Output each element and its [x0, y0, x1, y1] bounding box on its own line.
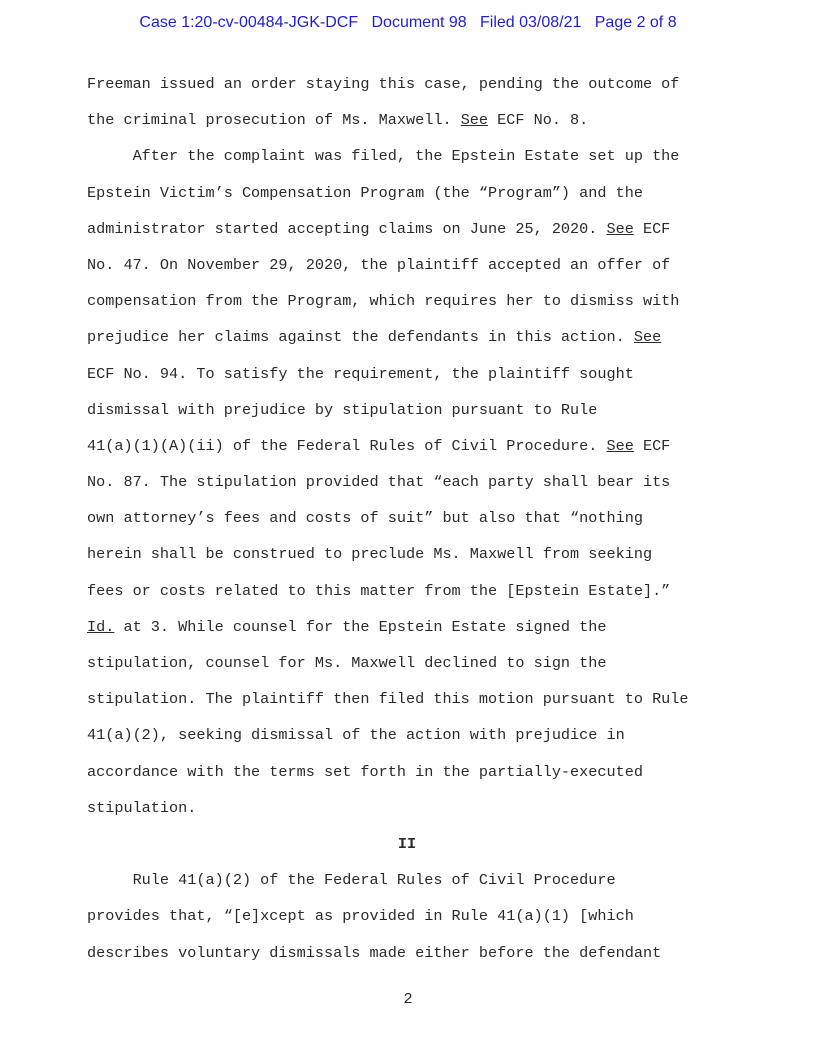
- text-line: describes voluntary dismissals made either before the defendant: [87, 943, 662, 962]
- text-line: After the complaint was filed, the Epstein Estate set up the: [87, 147, 680, 166]
- page-indicator: Page 2 of 8: [594, 14, 677, 31]
- text-segment: at 3. While counsel for the Epstein Estate signed the: [114, 617, 607, 636]
- text-line: Freeman issued an order staying this case, pending the outcome of: [87, 75, 680, 93]
- text-segment: ECF No. 8.: [488, 111, 589, 130]
- document-number: Document 98: [371, 14, 467, 31]
- text-line: 41(a)(2), seeking dismissal of the action with prejudice in: [87, 726, 625, 745]
- text-line: own attorney’s fees and costs of suit” but also that “nothing: [87, 509, 643, 528]
- text-line: accordance with the terms set forth in the partially-executed: [87, 762, 643, 781]
- citation-signal: See: [633, 328, 662, 347]
- citation-signal: Id.: [87, 617, 115, 636]
- text-line: ECF No. 94. To satisfy the requirement, the plaintiff sought: [87, 364, 634, 383]
- text-line: stipulation.: [87, 798, 197, 817]
- text-line: [87, 436, 747, 472]
- text-line: fees or costs related to this matter from the [Epstein Estate].”: [87, 581, 671, 600]
- text-segment: 41(a)(1)(A)(ii) of the Federal Rules of Civil Procedure.: [87, 436, 607, 455]
- text-line: stipulation. The plaintiff then filed this motion pursuant to Rule: [87, 690, 689, 709]
- text-line: No. 47. On November 29, 2020, the plaintiff accepted an offer of: [87, 255, 671, 274]
- text-segment: administrator started accepting claims on June 25, 2020.: [87, 219, 607, 238]
- text-line: [87, 617, 747, 653]
- document-body: [87, 74, 747, 979]
- citation-signal: See: [606, 436, 634, 455]
- text-line: [87, 110, 747, 146]
- filed-date: Filed 03/08/21: [480, 14, 582, 31]
- text-line: [87, 327, 747, 363]
- page-number: 2: [403, 990, 413, 1008]
- citation-signal: See: [460, 111, 489, 130]
- text-line: Rule 41(a)(2) of the Federal Rules of Civil Procedure: [87, 871, 616, 890]
- text-line: stipulation, counsel for Ms. Maxwell declined to sign the: [87, 654, 607, 672]
- text-line: Epstein Victim’s Compensation Program (the “Program”) and the: [87, 183, 643, 202]
- text-segment: the criminal prosecution of Ms. Maxwell.: [87, 111, 461, 130]
- citation-signal: See: [606, 219, 634, 238]
- text-segment: prejudice her claims against the defendants in this action.: [87, 328, 634, 347]
- case-header: [0, 14, 816, 32]
- text-line: herein shall be construed to preclude Ms. Maxwell from seeking: [87, 545, 653, 564]
- text-line: No. 87. The stipulation provided that “each party shall bear its: [87, 473, 671, 492]
- case-number: Case 1:20-cv-00484-JGK-DCF: [139, 14, 359, 31]
- text-line: dismissal with prejudice by stipulation pursuant to Rule: [87, 400, 598, 419]
- text-segment: ECF: [633, 436, 671, 455]
- section-heading: II: [397, 834, 417, 853]
- text-segment: ECF: [633, 219, 671, 238]
- text-line: compensation from the Program, which requires her to dismiss with: [87, 292, 680, 311]
- text-line: [87, 219, 747, 255]
- text-line: provides that, “[e]xcept as provided in Rule 41(a)(1) [which: [87, 907, 634, 926]
